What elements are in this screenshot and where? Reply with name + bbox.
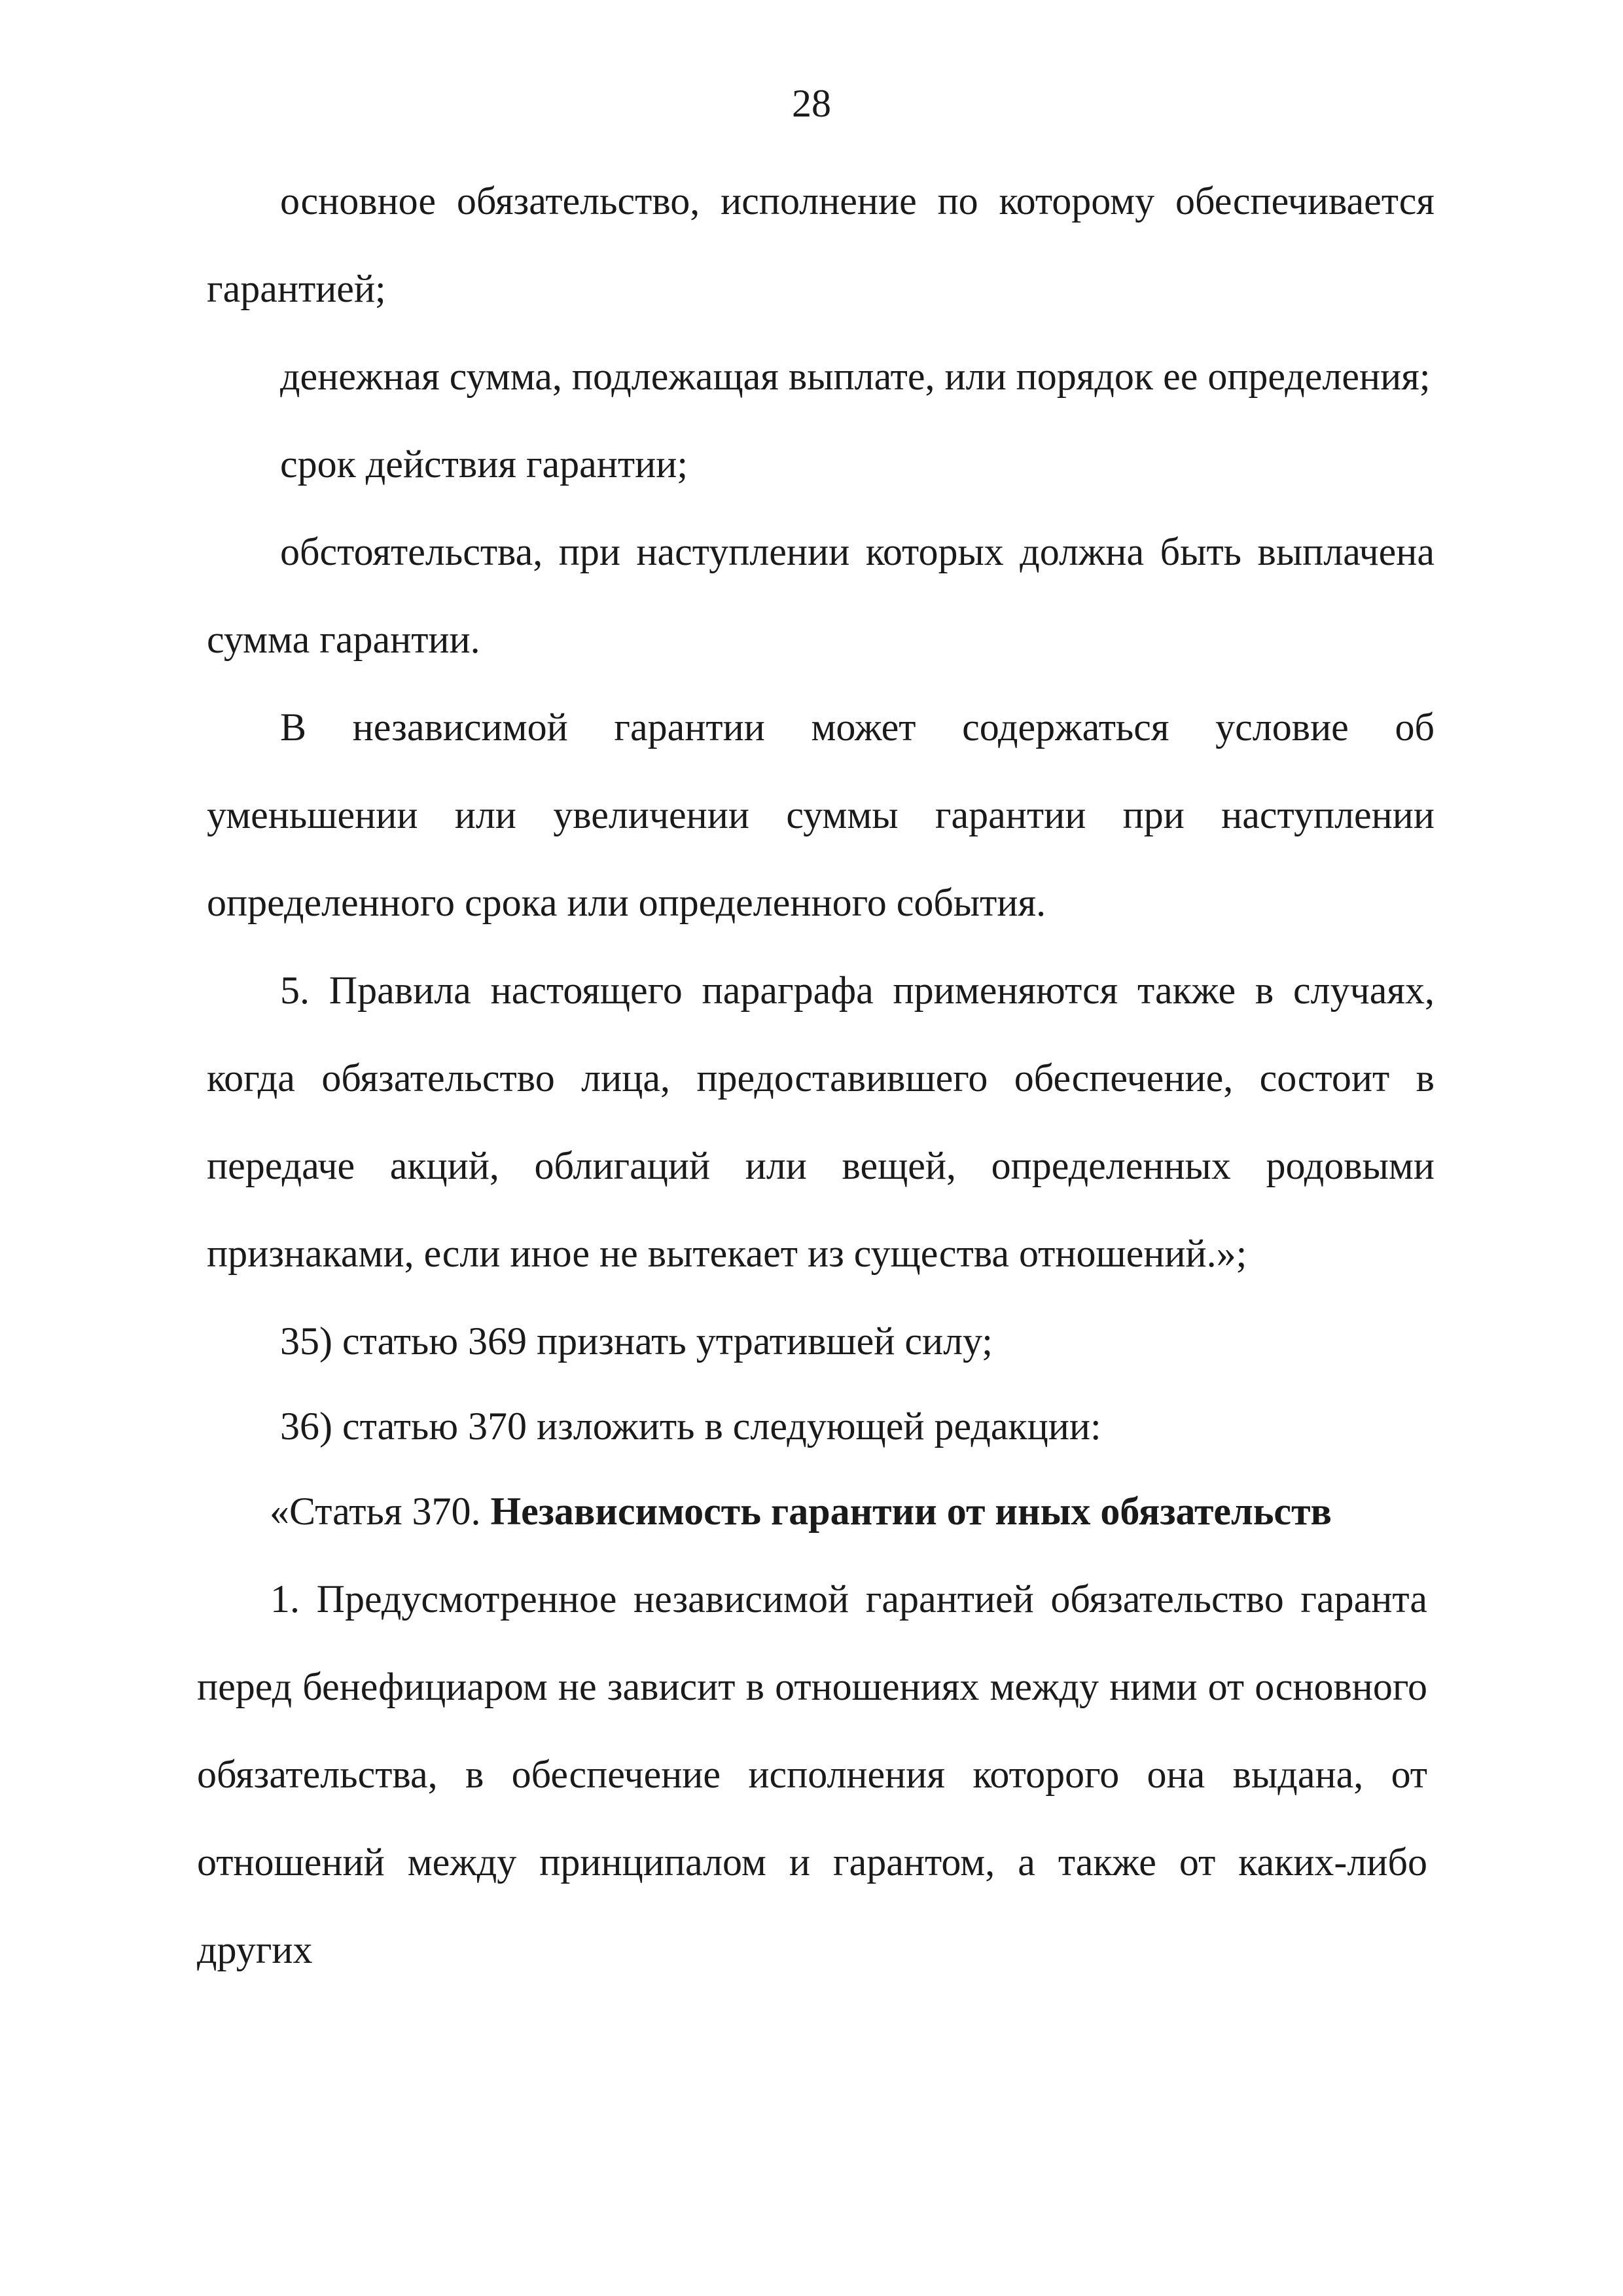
article-heading-title: Независимость гарантии от иных обязательств bbox=[490, 1490, 1332, 1533]
paragraph-term: срок действия гарантии; bbox=[280, 442, 688, 486]
paragraph-independence-1: 1. Предусмотренное независимой гарантией обязательство гаранта перед бенефициаром не зависит в отношениях между ними от основного обязательства, в обеспечение исполнения которого она выдана, от отношений между принципалом и гарантом, а также от каких-либо других bbox=[197, 1577, 1427, 1971]
paragraph-payment-sum: денежная сумма, подлежащая выплате, или порядок ее определения; bbox=[280, 355, 1431, 398]
paragraph-rule-5: 5. Правила настоящего параграфа применяются также в случаях, когда обязательство лица, предоставившего обеспечение, состоит в передаче акций, облигаций или вещей, определенных родовыми признаками, если иное не вытекает из существа отношений.»; bbox=[207, 969, 1435, 1275]
paragraph-item-35: 35) статью 369 признать утратившей силу; bbox=[280, 1319, 993, 1363]
paragraph-circumstances: обстоятельства, при наступлении которых должна быть выплачена сумма гарантии. bbox=[207, 530, 1435, 661]
paragraph-reduction-condition: В независимой гарантии может содержаться условие об уменьшении или увеличении суммы гарантии при наступлении определенного срока или определенного события. bbox=[207, 706, 1435, 924]
article-heading bbox=[270, 1467, 1332, 1555]
paragraph-main-obligation: основное обязательство, исполнение по которому обеспечивается гарантией; bbox=[207, 179, 1435, 310]
article-heading-prefix: «Статья 370. bbox=[270, 1490, 481, 1533]
page-number: 28 bbox=[792, 82, 831, 125]
paragraph-item-36: 36) статью 370 изложить в следующей редакции: bbox=[280, 1405, 1101, 1448]
